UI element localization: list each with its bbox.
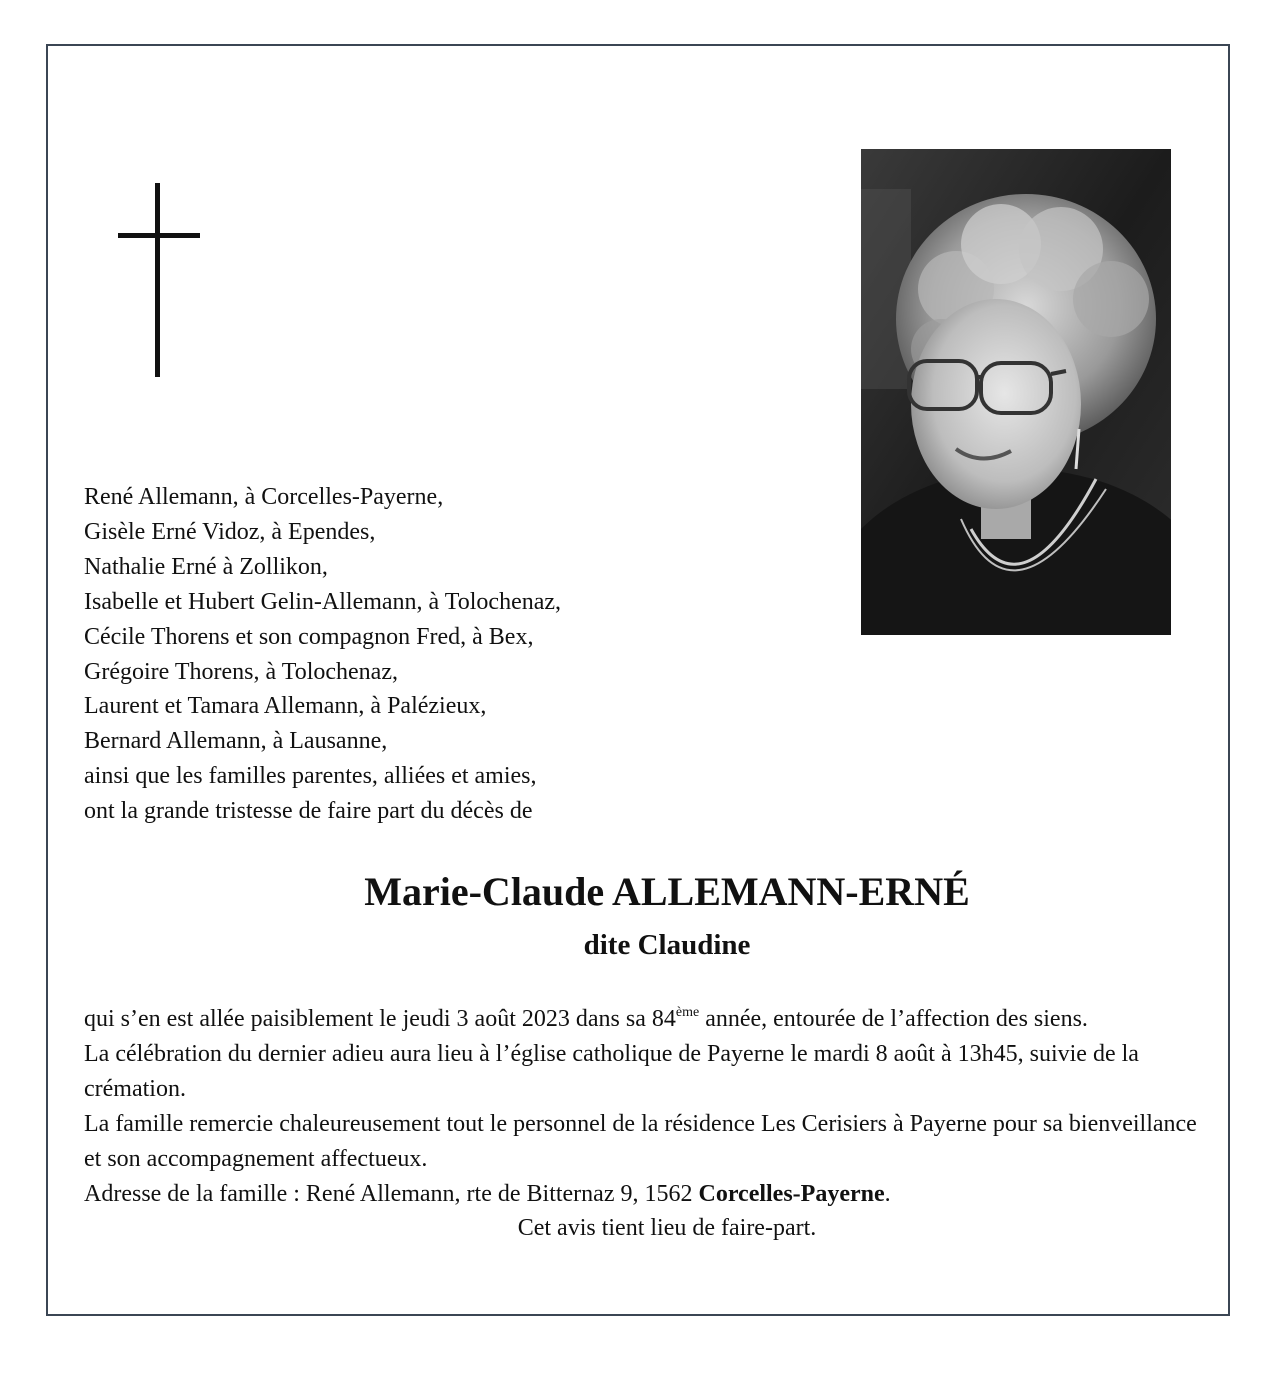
portrait-photo [861,149,1171,635]
family-list [84,480,784,829]
closing-note: Cet avis tient lieu de faire-part. [517,1215,817,1241]
passing-paragraph [84,1002,1209,1037]
address-suffix: . [884,1181,891,1207]
family-line: Laurent et Tamara Allemann, à Palézieux, [84,693,487,720]
family-line: Cécile Thorens et son compagnon Fred, à Bex, [84,623,534,650]
family-line: Gisèle Erné Vidoz, à Ependes, [84,518,376,545]
cross-vertical-bar [155,183,160,377]
deceased-name: Marie-Claude ALLEMANN-ERNÉ [364,869,970,914]
cross-horizontal-bar [118,233,200,238]
family-line: Nathalie Erné à Zollikon, [84,553,328,580]
address-prefix: Adresse de la famille : René Allemann, rte de Bitternaz 9, 1562 [84,1181,699,1207]
thanks-paragraph: La famille remercie chaleureusement tout le personnel de la résidence Les Cerisiers à Payerne pour sa bienveillance et son accompagnement affectueux. [84,1111,1197,1172]
portrait-image [861,149,1171,635]
family-line: René Allemann, à Corcelles-Payerne, [84,484,444,510]
family-line: Grégoire Thorens, à Tolochenaz, [84,658,398,685]
deceased-nickname: dite Claudine [583,929,751,961]
family-line: Isabelle et Hubert Gelin-Allemann, à Tolochenaz, [84,588,562,615]
passing-text-end: année, entourée de l’affection des siens. [699,1006,1088,1032]
family-line: ainsi que les familles parentes, alliées et amies, [84,763,537,790]
passing-text-start: qui s’en est allée paisiblement le jeudi 3 août 2023 dans sa 84 [84,1006,676,1032]
family-line: Bernard Allemann, à Lausanne, [84,728,388,755]
address-paragraph [84,1177,1209,1212]
address-city: Corcelles-Payerne [698,1181,885,1207]
ceremony-paragraph: La célébration du dernier adieu aura lieu à l’église catholique de Payerne le mardi 8 août à 13h45, suivie de la crémation. [84,1041,1139,1102]
cross-icon [118,183,200,377]
ordinal-suffix: ème [675,1005,700,1020]
notice-body [84,1002,1209,1212]
family-line: ont la grande tristesse de faire part du décès de [84,798,533,825]
